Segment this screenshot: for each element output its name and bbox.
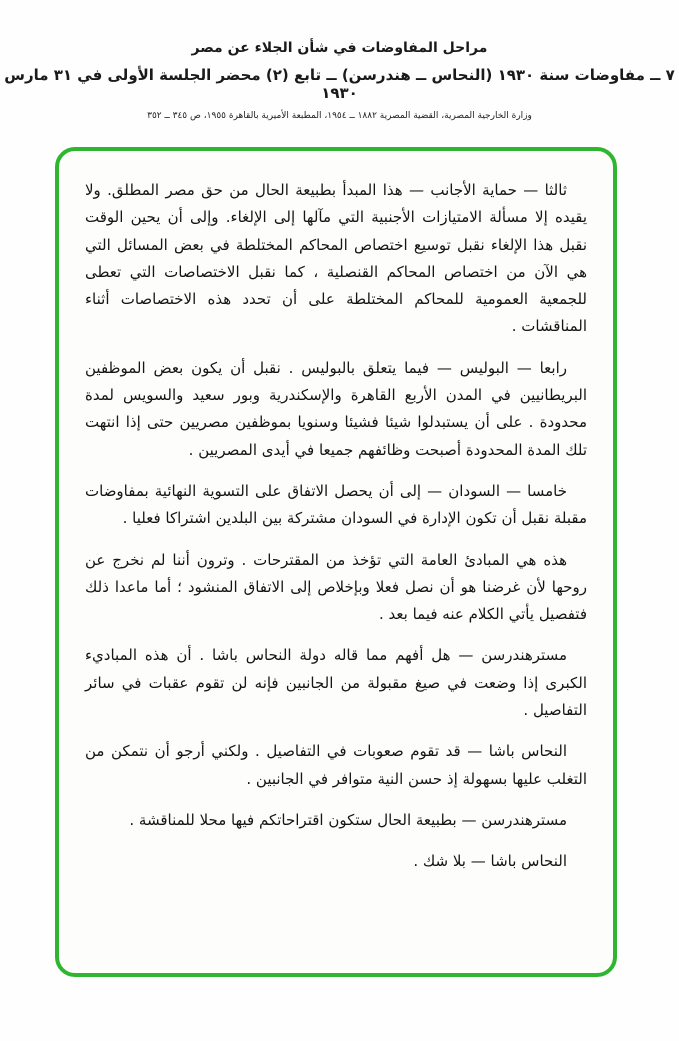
document-body xyxy=(85,177,587,876)
document-title: مراحل المفاوضات في شأن الجلاء عن مصر xyxy=(191,40,488,56)
paragraph-nahhas-1: النحاس باشا — قد تقوم صعوبات في التفاصيل . ولكني أرجو أن نتمكن من التغلب عليها بسهولة إذ حسن النية متوافر في الجانبين . xyxy=(85,742,587,788)
document-header xyxy=(0,0,679,121)
paragraph-henderson-1: مسترهندرسن — هل أفهم مما قاله دولة النحاس باشا . أن هذه المباديء الكبرى إذا وضعت في صيغ مقبولة من الجانبين فإنه لن تقوم عقبات في سائر التفاصيل . xyxy=(85,646,587,720)
paragraph-henderson-2: مسترهندرسن — بطبيعة الحال ستكون اقتراحاتكم فيها محلا للمناقشة . xyxy=(129,810,567,829)
paragraph-rabian: رابعا — البوليس — فيما يتعلق بالبوليس . نقبل أن يكون بعض الموظفين البريطانيين في المدن الأربع القاهرة والإسكندرية وبور سعيد والسويس لمدة محدودة . على أن يستبدلوا شيئا فشيئا وسنويا بموظفين مصريين حتى إذا انتهت تلك المدة المحدودة أصبحت وظائفهم جميعا في أيدى المصريين . xyxy=(85,358,587,459)
document-subtitle: ٧ ــ مفاوضات سنة ١٩٣٠ (النحاس ــ هندرسن) ــ تابع (٢) محضر الجلسة الأولى في ٣١ مارس ١٩٣٠ xyxy=(4,66,675,102)
document-source-citation: وزارة الخارجية المصرية، القضية المصرية ١٨٨٢ ــ ١٩٥٤، المطبعة الأميرية بالقاهرة ١٩٥٥، ص ٣٤٥ ــ ٣٥٢ xyxy=(147,111,532,121)
paragraph-nahhas-2: النحاس باشا — بلا شك . xyxy=(413,852,567,871)
paragraph-principles: هذه هي المبادئ العامة التي تؤخذ من المقترحات . وترون أننا لم نخرج عن روحها لأن غرضنا هو أن نصل فعلا وبإخلاص إلى الاتفاق المنشود ؛ أما ماعدا ذلك فتفصيل يأتي الكلام عنه فيما بعد . xyxy=(85,550,587,624)
paragraph-khamisan: خامسا — السودان — إلى أن يحصل الاتفاق على التسوية النهائية بمفاوضات مقبلة نقبل أن تكون الإدارة في السودان مشتركة بين البلدين اشتراكا فعليا . xyxy=(85,481,587,528)
text-frame xyxy=(55,147,617,977)
paragraph-thalithan: ثالثا — حماية الأجانب — هذا المبدأ بطبيعة الحال من حق مصر المطلق. ولا يقيده إلا مسألة الامتيازات الأجنبية التي مآلها إلى الإلغاء. وإلى أن يحين الوقت نقبل هذا الإلغاء نقبل توسيع اختصاص المحاكم المختلطة في بعض المسائل التي هي الآن من اختصاص المحاكم القنصلية ، كما نقبل الاختصاصات التي تعطى للجمعية العمومية للمحاكم المختلطة على أن تحدد هذه الاختصاصات أثناء المناقشات . xyxy=(85,181,587,336)
